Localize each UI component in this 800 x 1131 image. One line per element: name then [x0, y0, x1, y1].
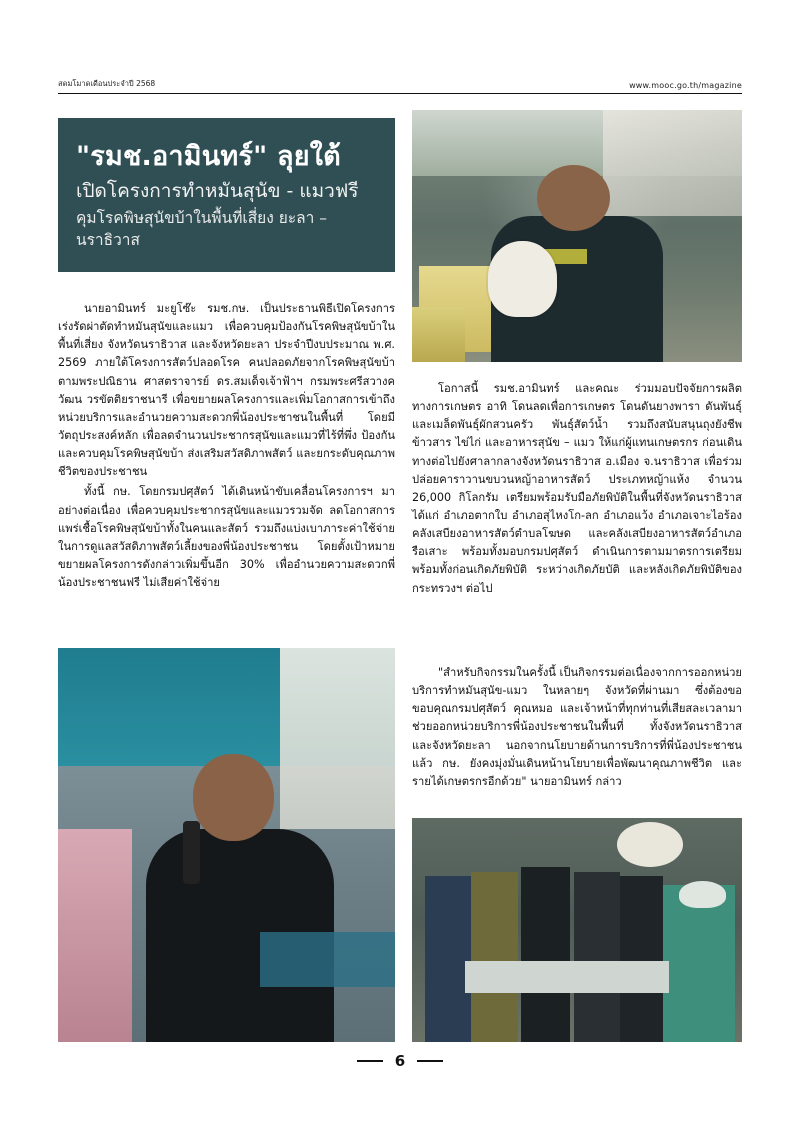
running-header-url: www.mooc.go.th/magazine	[629, 81, 742, 90]
photo-surgery-team	[412, 818, 742, 1042]
body-column-left	[58, 300, 395, 592]
photo-feed-sack-secondary	[412, 307, 465, 362]
page-number: 6	[394, 1052, 406, 1070]
running-header	[58, 78, 742, 90]
photo-operating-table	[465, 961, 670, 992]
photo-foreground-panel	[260, 932, 395, 987]
photo-cat	[488, 241, 557, 317]
photo-surgical-cap	[679, 881, 725, 908]
photo-bystander	[58, 829, 132, 1042]
headline-tertiary: คุมโรคพิษสุนัขบ้าในพื้นที่เสี่ยง ยะลา – นราธิวาส	[76, 209, 328, 249]
body-column-right-bottom	[412, 664, 742, 791]
body-column-right-top	[412, 380, 742, 598]
microphone-icon	[183, 821, 200, 884]
photo-tent-shape	[603, 110, 742, 216]
paragraph-right-1: โอกาสนี้ รมช.อามินทร์ และคณะ ร่วมมอบปัจจัยการผลิตทางการเกษตร อาทิ โดนลดเพื่อการเกษตร โดนดันยางพารา ดันพันธุ์และเมล็ดพันธุ์ผักสวนครัว พันธุ์สัตว์น้ำ รวมถึงสนับสนุนถุงยังชีพ ข้าวสาร ไข่ไก่ และอาหารสุนัข – แมว ให้แก่ผู้แทนเกษตรกร ก่อนเดินทางต่อไปยังศาลากลางจังหวัดนราธิวาส อ.เมือง จ.นราธิวาส เพื่อร่วมปล่อยคาราวานขบวนหญ้าอาหารสัตว์ ประเภทหญ้าแห้ง จำนวน 26,000 กิโลกรัม เตรียมพร้อมรับมือภัยพิบัติในพื้นที่จังหวัดนราธิวาส ได้แก่ อำเภอตากใบ อำเภอสุไหงโก-ลก อำเภอแว้ง อำเภอเจาะไอร้อง คลังเสบียงอาหารสัตว์ตำบลโฆษด และคลังเสบียงอาหารสัตว์อำเภอรือเสาะ พร้อมทั้งมอบกรมปศุสัตว์ ดำเนินการตามมาตรการเตรียมพร้อมทั้งก่อนเกิดภัยพิบัติ ระหว่างเกิดภัยบัติ และหลังเกิดภัยพิบัติของกระทรวงฯ ต่อไป	[412, 382, 742, 595]
headline-primary: "รมช.อามินทร์" ลุยใต้	[76, 141, 341, 172]
photo-speaker-face	[193, 754, 274, 841]
photo-attendee-3	[521, 867, 571, 1042]
photo-minister-holding-cat	[412, 110, 742, 362]
photo-attendee-2	[471, 872, 517, 1042]
photo-minister-holding-cat-image	[412, 110, 742, 362]
photo-surgery-team-image	[412, 818, 742, 1042]
photo-minister-speaking	[58, 648, 395, 1042]
headline-secondary: เปิดโครงการทำหมันสุนัข - แมวฟรี	[76, 179, 359, 202]
paragraph-left-2: ทั้งนี้ กษ. โดยกรมปศุสัตว์ ได้เดินหน้าขับเคลื่อนโครงการฯ มาอย่างต่อเนื่อง เพื่อควบคุมประชากรสุนัขและแมวรวมจัด ลดโอกาสการแพร่เชื้อโรคพิษสุนัขบ้าทั้งในคนและสัตว์ รวมถึงแบ่งเบาภาระค่าใช้จ่ายในการดูแลสวัสดิภาพสัตว์เลี้ยงของพี่น้องประชาชน โดยตั้งเป้าหมายขยายผลโครงการดังกล่าวเพิ่มขึ้นอีก 30% เพื่ออำนวยความสะดวกพี่น้องประชาชนฟรี ไม่เสียค่าใช้จ่าย	[58, 485, 395, 590]
folio-dash-left	[357, 1060, 383, 1062]
photo-person-head	[537, 165, 610, 231]
photo-minister-speaking-image	[58, 648, 395, 1042]
photo-attendee-1	[425, 876, 471, 1042]
paragraph-right-2: "สำหรับกิจกรรมในครั้งนี้ เป็นกิจกรรมต่อเนื่องจากการออกหน่วยบริการทำหมันสุนัข-แมว ในหลายๆ จังหวัดที่ผ่านมา ซึ่งต้องขอขอบคุณกรมปศุสัตว์ คุณหมอ และเจ้าหน้าที่ทุกท่านที่เสียสละเวลามาช่วยออกหน่วยบริการพี่น้องประชาชนในพื้นที่ ทั้งจังหวัดนราธิวาส และจังหวัดยะลา นอกจากนโยบายด้านการบริการที่พี่น้องประชาชนแล้ว กษ. ยังคงมุ่งมั่นเดินหน้านโยบายเพื่อพัฒนาคุณภาพชีวิต และรายได้เกษตรกรอีกด้วย" นายอามินทร์ กล่าว	[412, 666, 742, 788]
surgical-lamp-icon	[617, 822, 683, 867]
folio	[0, 1052, 800, 1070]
paragraph-left-1: นายอามินทร์ มะยูโซ๊ะ รมช.กษ. เป็นประธานพิธีเปิดโครงการเร่งรัดผ่าตัดทำหมันสุนัขและแมว เพื่อควบคุมป้องกันโรคพิษสุนัขบ้าในพื้นที่เสี่ยง จังหวัดนราธิวาส และจังหวัดยะลา ประจำปีงบประมาณ พ.ศ. 2569 ภายใต้โครงการสัตว์ปลอดโรค คนปลอดภัยจากโรคพิษสุนัขบ้า ตามพระปณิธาน ศาสตราจารย์ ดร.สมเด็จเจ้าฟ้าฯ กรมพระศรีสวางควัฒน วรขัตติยราชนารี เพื่อขยายผลโครงการและเพิ่มโอกาสการเข้าถึงหน่วยบริการและอำนวยความสะดวกพี่น้องประชาชนในพื้นที่ โดยมีวัตถุประสงค์หลัก เพื่อลดจำนวนประชากรสุนัขและแมวที่ไร้ที่พึ่ง ป้องกันและควบคุมโรคพิษสุนัขบ้า ส่งเสริมสวัสดิภาพสัตว์ และยกระดับคุณภาพชีวิตของประชาชน	[58, 302, 395, 479]
photo-attendee-5	[620, 876, 663, 1042]
photo-attendee-4	[574, 872, 620, 1042]
headline-block	[58, 118, 395, 272]
header-divider	[58, 93, 742, 94]
photo-stage-banner-light	[280, 648, 395, 829]
folio-dash-right	[417, 1060, 443, 1062]
photo-veterinarian	[663, 885, 736, 1042]
running-header-left: สดมโมาดเดือนประจำปี 2568	[58, 79, 156, 88]
